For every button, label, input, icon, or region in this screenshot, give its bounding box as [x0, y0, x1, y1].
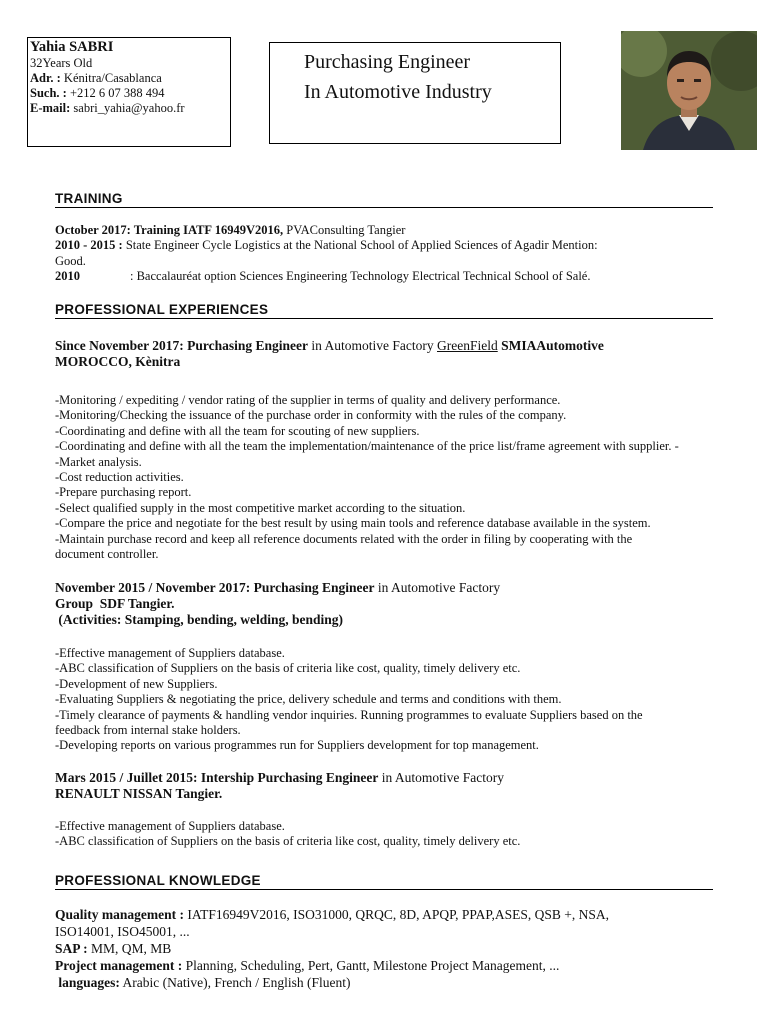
company-name: Group SDF Tangier. [55, 596, 175, 611]
phone-label: Such. : [30, 86, 67, 100]
duty-item: -Monitoring/Checking the issuance of the purchase order in conformity with the rules of the company. [55, 408, 567, 423]
phone-value: +212 6 07 388 494 [66, 86, 165, 100]
duty-item: -Timely clearance of payments & handling vendor inquiries. Running programmes to evaluate Suppliers based on the [55, 707, 643, 722]
company-name: RENAULT NISSAN Tangier. [55, 786, 223, 801]
knowledge-label: Project management : [55, 958, 183, 973]
job-heading [55, 770, 735, 802]
job-heading [55, 338, 735, 370]
headline-box [269, 42, 561, 144]
duty-item: -Compare the price and negotiate for the best result by using main tools and reference database available in the system. [55, 516, 651, 531]
duty-item: -Select qualified supply in the most competitive market according to the situation. [55, 500, 466, 515]
training-item-text: : Baccalauréat option Sciences Engineering Technology Electrical Technical School of Salé. [130, 269, 591, 284]
duty-item: -Development of new Suppliers. [55, 676, 218, 691]
candidate-name: Yahia SABRI [30, 39, 114, 55]
job-context: in Automotive Factory [308, 338, 437, 353]
training-item-date: 2010 [55, 269, 80, 284]
company-name: SMIAAutomotive [497, 338, 604, 353]
headline-line-2: In Automotive Industry [304, 81, 492, 103]
job-title: November 2015 / November 2017: Purchasing Engineer [55, 580, 375, 595]
duty-item: -Coordinating and define with all the team the implementation/maintenance of the price list/frame agreement with supplier. - [55, 439, 679, 454]
headline-line-1: Purchasing Engineer [304, 51, 471, 73]
knowledge-value: IATF16949V2016, ISO31000, QRQC, 8D, APQP, PPAP,ASES, QSB +, NSA, [184, 907, 609, 922]
job-title: Mars 2015 / Juillet 2015: Intership Purchasing Engineer [55, 770, 379, 785]
section-training: TRAINING [55, 191, 713, 208]
duty-item: -ABC classification of Suppliers on the basis of criteria like cost, quality, timely delivery etc. [55, 834, 521, 849]
knowledge-languages [55, 974, 735, 991]
training-item [55, 238, 715, 253]
job-duties-list [55, 646, 755, 754]
training-item-text: PVAConsulting Tangier [283, 223, 406, 237]
duty-item: -Cost reduction activities. [55, 470, 184, 485]
knowledge-quality-continued: ISO14001, ISO45001, ... [55, 924, 190, 939]
duty-item: -Coordinating and define with all the team for scouting of new suppliers. [55, 423, 420, 438]
duty-item: -ABC classification of Suppliers on the basis of criteria like cost, quality, timely delivery etc. [55, 661, 521, 676]
training-item-date: 2010 - 2015 : [55, 238, 123, 253]
email-label: E-mail: [30, 101, 71, 115]
job-heading [55, 580, 735, 628]
company-location: MOROCCO, Kènitra [55, 354, 181, 369]
email-value[interactable]: sabri_yahia@yahoo.fr [70, 101, 185, 115]
duty-item: feedback from internal stake holders. [55, 723, 241, 738]
job-context: in Automotive Factory [378, 770, 505, 785]
duty-item: -Evaluating Suppliers & negotiating the price, delivery schedule and terms and conditions with them. [55, 692, 562, 707]
knowledge-value: MM, QM, MB [87, 941, 172, 956]
job-activities: (Activities: Stamping, bending, welding, bending) [55, 612, 344, 627]
portrait-image [621, 31, 757, 150]
section-knowledge: PROFESSIONAL KNOWLEDGE [55, 873, 713, 890]
contact-box [27, 37, 231, 147]
knowledge-project [55, 957, 735, 974]
duty-item: document controller. [55, 547, 159, 562]
training-item [55, 223, 715, 238]
training-item-date: October 2017: Training IATF 16949V2016, [55, 223, 284, 237]
knowledge-list [55, 906, 735, 991]
knowledge-value: Planning, Scheduling, Pert, Gantt, Milestone Project Management, ... [182, 958, 560, 973]
duty-item: -Maintain purchase record and keep all reference documents related with the order in filing by cooperating with the [55, 531, 633, 546]
email-line [30, 101, 228, 116]
job-context: in Automotive Factory [374, 580, 501, 595]
job-duties-list [55, 819, 755, 850]
knowledge-sap [55, 940, 735, 957]
training-list [55, 223, 715, 285]
knowledge-label: languages: [55, 975, 120, 990]
training-item-text: State Engineer Cycle Logistics at the National School of Applied Sciences of Agadir Mention: [122, 238, 598, 253]
duty-item: -Market analysis. [55, 454, 142, 469]
knowledge-label: SAP : [55, 941, 88, 956]
duty-item: -Developing reports on various programmes run for Suppliers development for top management. [55, 738, 539, 753]
section-experiences: PROFESSIONAL EXPERIENCES [55, 302, 713, 319]
job-duties-list [55, 393, 755, 562]
phone-line [30, 86, 228, 101]
duty-item: -Prepare purchasing report. [55, 485, 192, 500]
address-value: Kénitra/Casablanca [60, 71, 162, 85]
knowledge-quality [55, 906, 735, 923]
knowledge-value: Arabic (Native), French / English (Fluent) [119, 975, 351, 990]
address-line [30, 71, 228, 86]
job-title: Since November 2017: Purchasing Engineer [55, 338, 308, 353]
training-item [55, 269, 715, 284]
duty-item: -Effective management of Suppliers database. [55, 646, 285, 660]
duty-item: -Effective management of Suppliers database. [55, 819, 285, 833]
profile-photo [621, 31, 757, 150]
address-label: Adr. : [30, 71, 61, 85]
duty-item: -Monitoring / expediting / vendor rating of the supplier in terms of quality and delivery performance. [55, 393, 561, 407]
training-item-continued: Good. [55, 253, 86, 268]
company-link[interactable]: GreenField [437, 338, 498, 353]
knowledge-label: Quality management : [55, 907, 184, 922]
candidate-age: 32Years Old [30, 56, 93, 70]
